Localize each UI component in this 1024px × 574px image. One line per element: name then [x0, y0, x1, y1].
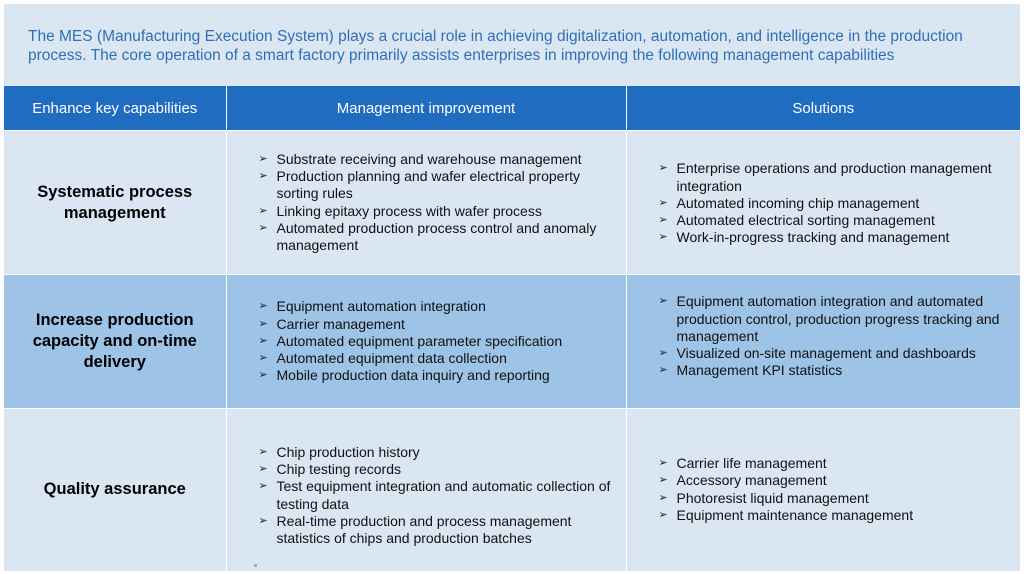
list-item	[659, 212, 1007, 229]
arrowhead-bullet-icon: ➢	[258, 352, 268, 365]
list-item	[259, 220, 612, 255]
list-item	[259, 478, 612, 513]
arrowhead-bullet-icon: ➢	[658, 491, 668, 504]
solution-cell	[626, 409, 1020, 571]
list-item-text: Mobile production data inquiry and reporting	[276, 367, 550, 384]
header-management-improvement: Management improvement	[226, 86, 626, 131]
footer-marker	[254, 564, 257, 567]
list-item-text: Automated production process control and anomaly management	[276, 219, 597, 254]
table-row	[4, 409, 1020, 571]
list-item	[259, 367, 612, 384]
list-item	[659, 293, 1007, 345]
improvement-cell	[226, 409, 626, 571]
arrowhead-bullet-icon: ➢	[258, 480, 268, 493]
arrowhead-bullet-icon: ➢	[658, 364, 668, 377]
arrowhead-bullet-icon: ➢	[658, 295, 668, 308]
solution-cell	[626, 275, 1020, 409]
table-row	[4, 275, 1020, 409]
list-item	[259, 298, 612, 315]
list-item-text: Photoresist liquid management	[676, 489, 869, 506]
list-item-text: Work-in-progress tracking and management	[676, 229, 950, 246]
list-item	[659, 345, 1007, 362]
list-item	[659, 455, 1007, 472]
list-item	[659, 472, 1007, 489]
list-item-text: Chip production history	[276, 443, 420, 460]
list-item-text: Automated incoming chip management	[676, 194, 920, 211]
list-item	[659, 229, 1007, 246]
list-item	[659, 160, 1007, 195]
list-item	[259, 333, 612, 350]
header-solutions: Solutions	[626, 86, 1020, 131]
list-item-text: Equipment maintenance management	[676, 507, 914, 524]
table-row	[4, 131, 1020, 275]
list-item	[259, 444, 612, 461]
arrowhead-bullet-icon: ➢	[258, 334, 268, 347]
list-item-text: Substrate receiving and warehouse management	[276, 150, 582, 167]
arrowhead-bullet-icon: ➢	[258, 152, 268, 165]
list-item	[259, 350, 612, 367]
list-item	[659, 362, 1007, 379]
capability-cell: Systematic process management	[4, 131, 226, 275]
arrowhead-bullet-icon: ➢	[658, 231, 668, 244]
arrowhead-bullet-icon: ➢	[658, 196, 668, 209]
list-item-text: Management KPI statistics	[676, 362, 843, 379]
solution-cell	[626, 131, 1020, 275]
arrowhead-bullet-icon: ➢	[658, 474, 668, 487]
solution-list	[627, 455, 1021, 524]
arrowhead-bullet-icon: ➢	[258, 221, 268, 234]
improvement-cell	[226, 275, 626, 409]
capabilities-table	[4, 86, 1020, 571]
solution-list	[627, 293, 1021, 389]
arrowhead-bullet-icon: ➢	[658, 162, 668, 175]
improvement-cell	[226, 131, 626, 275]
list-item-text: Linking epitaxy process with wafer process	[276, 202, 542, 219]
list-item-text: Automated equipment data collection	[276, 350, 507, 367]
list-item	[659, 490, 1007, 507]
arrowhead-bullet-icon: ➢	[258, 463, 268, 476]
list-item	[659, 507, 1007, 524]
improvement-list	[227, 432, 626, 548]
list-item	[259, 203, 612, 220]
arrowhead-bullet-icon: ➢	[258, 169, 268, 182]
list-item-text: Real-time production and process management statistics of chips and production batches	[276, 513, 572, 547]
table-header-row	[4, 86, 1020, 131]
list-item	[259, 168, 612, 203]
list-item-text: Production planning and wafer electrical property sorting rules	[276, 167, 581, 202]
arrowhead-bullet-icon: ➢	[258, 204, 268, 217]
list-item-text: Chip testing records	[276, 461, 402, 478]
list-item-text: Automated equipment parameter specification	[276, 332, 563, 349]
list-item	[259, 513, 612, 548]
list-item-text: Visualized on-site management and dashboards	[676, 345, 976, 362]
arrowhead-bullet-icon: ➢	[258, 300, 268, 313]
list-item-text: Carrier management	[276, 315, 405, 332]
list-item	[259, 151, 612, 168]
capability-cell: Increase production capacity and on-time delivery	[4, 275, 226, 409]
header-capabilities: Enhance key capabilities	[4, 86, 226, 131]
arrowhead-bullet-icon: ➢	[258, 515, 268, 528]
intro-text: The MES (Manufacturing Execution System) plays a crucial role in achieving digitalization, automation, and intelligence in the production process. The core operation of a smart factory primarily assists enterprises in improving the following management capabilities	[28, 28, 963, 64]
list-item-text: Accessory management	[676, 472, 827, 489]
capability-cell: Quality assurance	[4, 409, 226, 571]
list-item-text: Test equipment integration and automatic collection of testing data	[276, 478, 611, 512]
list-item-text: Automated electrical sorting management	[676, 212, 935, 229]
arrowhead-bullet-icon: ➢	[658, 509, 668, 522]
solution-list	[627, 158, 1021, 246]
arrowhead-bullet-icon: ➢	[258, 445, 268, 458]
list-item	[659, 195, 1007, 212]
list-item-text: Equipment automation integration	[276, 298, 486, 315]
arrowhead-bullet-icon: ➢	[258, 317, 268, 330]
arrowhead-bullet-icon: ➢	[658, 214, 668, 227]
arrowhead-bullet-icon: ➢	[658, 457, 668, 470]
list-item	[259, 316, 612, 333]
improvement-list	[227, 151, 626, 255]
list-item-text: Equipment automation integration and automated production control, production progress tracking and management	[676, 293, 1000, 344]
list-item-text: Enterprise operations and production management integration	[676, 160, 992, 194]
list-item	[259, 461, 612, 478]
list-item-text: Carrier life management	[676, 455, 827, 472]
arrowhead-bullet-icon: ➢	[258, 369, 268, 382]
improvement-list	[227, 298, 626, 384]
arrowhead-bullet-icon: ➢	[658, 347, 668, 360]
